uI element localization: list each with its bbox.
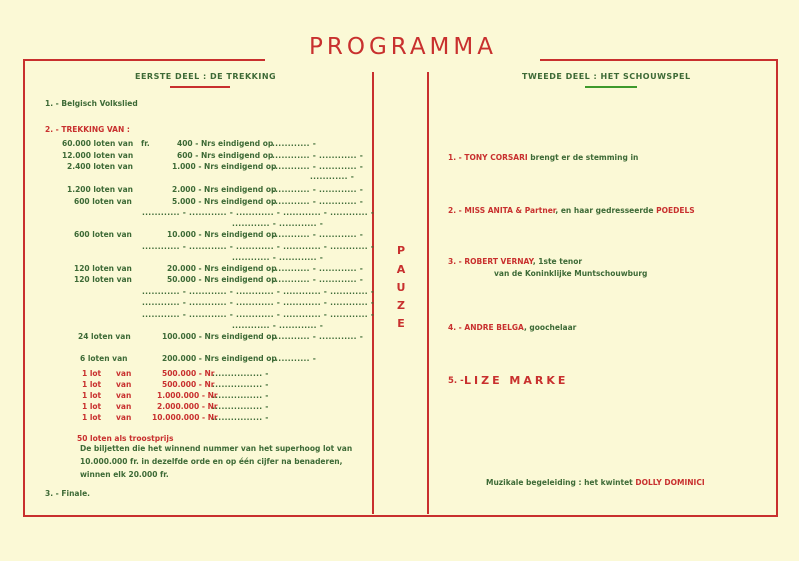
right-section-heading: TWEEDE DEEL : HET SCHOUWSPEL	[522, 72, 691, 81]
draw-row-dots: ............ - ............ -	[272, 230, 364, 239]
draw-row-fr: fr.	[141, 139, 150, 148]
music-ensemble: DOLLY DOMINICI	[635, 478, 705, 487]
frame-right	[776, 59, 778, 516]
left-heading-underline	[170, 86, 230, 88]
draw-row-nrs: 600 - Nrs eindigend op	[177, 151, 274, 160]
draw-row-nrs: 10.000 - Nrs eindigend op	[167, 230, 277, 239]
draw-row-dots: ............ - ............ -	[272, 185, 364, 194]
act-description: , goochelaar	[523, 323, 577, 332]
pause-letter-a: A	[396, 263, 406, 276]
draw-row-nrs: 1.000 - Nrs eindigend op	[172, 162, 277, 171]
draw-row-dots: ............ - ............ -	[272, 264, 364, 273]
dots-row: ............ - ............ - ............ - ............ - ............ -	[142, 242, 375, 251]
pause-letter-e: E	[397, 317, 405, 330]
act-performer: MISS ANITA & Partner	[464, 206, 556, 215]
draw-row-nrs: 50.000 - Nrs eindigend op	[167, 275, 277, 284]
single-lot-van: van	[116, 369, 132, 378]
single-lot-van: van	[116, 402, 132, 411]
single-lot-nr: 2.000.000 - Nr	[157, 402, 218, 411]
act-description: brengt er de stemming in	[527, 153, 639, 162]
draw-row-count: 12.000 loten van	[62, 151, 134, 160]
act-2	[448, 206, 695, 216]
act-performer: ANDRE BELGA	[464, 323, 524, 332]
draw-row-dots: ............ - ............ -	[272, 332, 364, 341]
draw-row-count: 24 loten van	[78, 332, 131, 341]
act-number: 3. -	[448, 257, 465, 266]
draw-row-count: 2.400 loten van	[67, 162, 133, 171]
frame-left	[23, 59, 25, 516]
single-lot-dots: ................ -	[212, 380, 269, 389]
single-lot-nr: 500.000 - Nr	[162, 369, 215, 378]
single-lot-van: van	[116, 391, 132, 400]
draw-row-count: 6 loten van	[80, 354, 128, 363]
draw-row-count: 120 loten van	[74, 275, 132, 284]
draw-row-dots: ............ -	[272, 139, 317, 148]
dots-row: ............ - ............ -	[232, 219, 324, 228]
single-lot-dots: ................ -	[212, 402, 269, 411]
single-lot-label: 1 lot	[82, 391, 102, 400]
draw-row-count: 600 loten van	[74, 230, 132, 239]
single-lot-dots: ................ -	[212, 413, 269, 422]
act-4	[448, 323, 576, 333]
draw-row-count: 1.200 loten van	[67, 185, 133, 194]
dots-row: ............ - ............ - ............ - ............ - ............ -	[142, 310, 375, 319]
center-divider-right	[427, 72, 429, 514]
left-section-heading: EERSTE DEEL : DE TREKKING	[135, 72, 277, 81]
single-lot-van: van	[116, 380, 132, 389]
act-performer: TONY CORSARI	[464, 153, 528, 162]
draw-row-dots: ............ -	[310, 172, 355, 181]
draw-row-nrs: 20.000 - Nrs eindigend op	[167, 264, 277, 273]
single-lot-label: 1 lot	[82, 402, 102, 411]
page-title: PROGRAMMA	[309, 34, 497, 60]
single-lot-nr: 10.000.000 - Nr	[152, 413, 218, 422]
single-lot-label: 1 lot	[82, 369, 102, 378]
draw-row-count: 600 loten van	[74, 197, 132, 206]
single-lot-dots: ................ -	[212, 391, 269, 400]
draw-row-dots: ............ - ............ -	[272, 275, 364, 284]
act-1	[448, 153, 638, 163]
single-lot-label: 1 lot	[82, 380, 102, 389]
frame-top-right	[540, 59, 778, 61]
draw-row-count: 120 loten van	[74, 264, 132, 273]
dots-row: ............ - ............ - ............ - ............ - ............ -	[142, 298, 375, 307]
act-performer: ROBERT VERNAY	[464, 257, 533, 266]
draw-row-nrs: 200.000 - Nrs eindigend op	[162, 354, 277, 363]
draw-row-dots: ............ - ............ -	[272, 151, 364, 160]
dots-row: ............ - ............ -	[232, 253, 324, 262]
single-lot-dots: ................ -	[212, 369, 269, 378]
act-5-number: 5. -	[448, 376, 464, 386]
consolation-text: De biljetten die het winnend nummer van het superhoog lot van 10.000.000 fr. in dezelfde orde en op één cijfer na benaderen, winnen elk 20.000 fr.	[80, 444, 353, 479]
pause-letter-z: Z	[397, 299, 405, 312]
act-description: , en haar gedresseerde	[555, 206, 657, 215]
act-description: , 1ste tenor	[532, 257, 583, 266]
right-heading-underline	[585, 86, 637, 88]
draw-row-dots: ............ - ............ -	[272, 197, 364, 206]
dots-row: ............ - ............ - ............ - ............ - ............ -	[142, 287, 375, 296]
act-number: 4. -	[448, 323, 465, 332]
music-label: Muzikale begeleiding : het kwintet	[486, 478, 636, 487]
act-3-line-2: van de Koninklijke Muntschouwburg	[494, 269, 648, 278]
dots-row: ............ - ............ - ............ - ............ - ............ -	[142, 208, 375, 217]
draw-row-dots: ............ - ............ -	[272, 162, 364, 171]
single-lot-label: 1 lot	[82, 413, 102, 422]
act-5-performer: LIZE MARKE	[464, 374, 569, 387]
act-number: 1. -	[448, 153, 465, 162]
act-3	[448, 257, 582, 267]
draw-row-nrs: 2.000 - Nrs eindigend op	[172, 185, 277, 194]
draw-row-nrs: 400 - Nrs eindigend op	[177, 139, 274, 148]
act-performer-2: POEDELS	[656, 206, 695, 215]
draw-row-nrs: 100.000 - Nrs eindigend op	[162, 332, 277, 341]
item-draw-heading	[45, 125, 130, 135]
consolation-title: 50 loten als troostprijs	[77, 434, 174, 443]
draw-row-dots: ............ -	[272, 354, 317, 363]
act-number: 2. -	[448, 206, 465, 215]
single-lot-van: van	[116, 413, 132, 422]
draw-row-count: 60.000 loten van	[62, 139, 134, 148]
draw-row-nrs: 5.000 - Nrs eindigend op	[172, 197, 277, 206]
item-draw-number: 2. -	[45, 125, 62, 134]
pause-letter-u: U	[396, 281, 406, 294]
frame-top-left	[23, 59, 265, 61]
item-anthem: 1. - Belgisch Volkslied	[45, 99, 138, 108]
single-lot-nr: 500.000 - Nr	[162, 380, 215, 389]
item-finale: 3. - Finale.	[45, 489, 91, 498]
frame-bottom	[23, 515, 778, 517]
music-credit	[486, 478, 705, 488]
dots-row: ............ - ............ -	[232, 321, 324, 330]
single-lot-nr: 1.000.000 - Nr	[157, 391, 218, 400]
pause-letter-p: P	[396, 244, 406, 257]
item-draw-title: TREKKING VAN :	[61, 125, 130, 134]
